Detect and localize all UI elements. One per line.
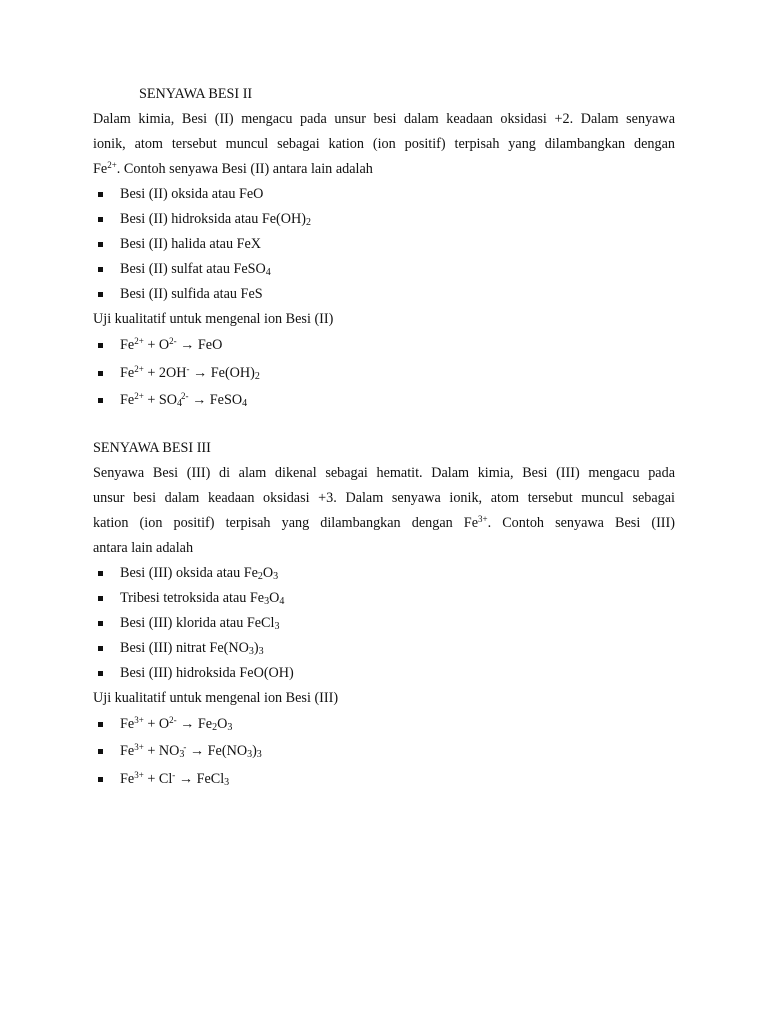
section-ii-intro-line-2: ionik, atom tersebut muncul sebagai kation (ion positif) terpisah yang dilambangkan dengan xyxy=(93,136,675,152)
list-item-text: Besi (II) hidroksida atau $Fe(OH)_2$ xyxy=(120,211,311,228)
bullet-icon xyxy=(98,722,103,727)
bullet-icon xyxy=(98,596,103,601)
section-ii-compound-list xyxy=(93,182,675,307)
arrow-icon: → xyxy=(175,770,197,787)
bullet-icon xyxy=(98,777,103,782)
reaction-equation: $Fe^{2+} + 2OH^- \to Fe(OH)_2$ xyxy=(120,363,260,382)
list-item xyxy=(93,586,675,611)
list-item xyxy=(93,636,675,661)
list-item xyxy=(93,661,675,686)
document-page xyxy=(93,82,675,793)
list-item-text: Besi (II) sulfida atau FeS xyxy=(120,286,263,302)
list-item xyxy=(93,611,675,636)
bullet-icon xyxy=(98,621,103,626)
section-iii-intro-line-2: unsur besi dalam keadaan oksidasi +3. Dalam senyawa ionik, atom tersebut muncul sebagai xyxy=(93,489,675,506)
bullet-icon xyxy=(98,292,103,297)
list-item-text: Besi (III) oksida atau $Fe_2O_3$ xyxy=(120,564,279,582)
section-iii-test-heading: Uji kualitatif untuk mengenal ion Besi (III) xyxy=(93,689,339,706)
section-iii-reaction-list xyxy=(93,711,675,794)
arrow-icon: → xyxy=(176,715,198,732)
section-iii-compound-list xyxy=(93,561,675,686)
bullet-icon xyxy=(98,192,103,197)
bullet-icon xyxy=(98,267,103,272)
bullet-icon xyxy=(98,343,103,348)
list-item xyxy=(93,232,675,257)
section-iii-intro-line-1: Senyawa Besi (III) di alam dikenal sebagai hematit. Dalam kimia, Besi (III) mengacu pada xyxy=(93,464,675,481)
reaction-item xyxy=(93,738,675,766)
bullet-icon xyxy=(98,398,103,403)
reaction-equation: $Fe^{3+} + NO_3^- \to Fe(NO_3)_3$ xyxy=(120,742,262,760)
list-item xyxy=(93,182,675,207)
list-item-text: Besi (III) nitrat $Fe(NO_3)_3$ xyxy=(120,639,264,657)
section-ii-test-heading: Uji kualitatif untuk mengenal ion Besi (II) xyxy=(93,311,334,327)
bullet-icon xyxy=(98,749,103,754)
intro-line-3-rest: . Contoh senyawa Besi (II) antara lain adalah xyxy=(116,161,373,177)
list-item-text: Tribesi tetroksida atau $Fe_3O_4$ xyxy=(120,589,285,607)
reaction-item xyxy=(93,332,675,360)
arrow-icon: → xyxy=(186,743,208,759)
section-ii-title-text: SENYAWA BESI II xyxy=(139,86,253,102)
reaction-equation: $Fe^{2+} + O^{2-}$ → FeO xyxy=(120,336,223,353)
section-ii-intro-line-1: Dalam kimia, Besi (II) mengacu pada unsur besi dalam keadaan oksidasi +2. Dalam senyawa xyxy=(93,111,675,127)
list-item xyxy=(93,207,675,232)
reaction-item xyxy=(93,360,675,388)
bullet-icon xyxy=(98,242,103,247)
reaction-equation: $Fe^{3+} + O^{2-} \to Fe_2O_3$ xyxy=(120,714,233,733)
arrow-icon: → xyxy=(188,392,210,408)
reaction-equation: $Fe^{2+} + SO_4^{2-}$ → FeSO$_4$ xyxy=(120,391,248,409)
list-item xyxy=(93,282,675,307)
bullet-icon xyxy=(98,371,103,376)
reaction-item xyxy=(93,387,675,415)
list-item-text: Besi (II) sulfat atau FeSO$_4$ xyxy=(120,261,271,278)
section-ii-title xyxy=(93,82,675,107)
reaction-item xyxy=(93,766,675,794)
list-item-text: Besi (III) hidroksida FeO(OH) xyxy=(120,664,294,681)
fe-ion-text: Fe xyxy=(93,161,108,177)
bullet-icon xyxy=(98,671,103,676)
list-item-text: Besi (III) klorida atau FeCl$_3$ xyxy=(120,614,280,632)
section-gap xyxy=(93,415,675,436)
section-iii-title: SENYAWA BESI III xyxy=(93,439,211,456)
reaction-equation: $Fe^{3+} + Cl^-$ → FeCl$_3$ xyxy=(120,769,230,788)
arrow-icon: → xyxy=(176,337,198,353)
list-item xyxy=(93,257,675,282)
section-ii-reaction-list xyxy=(93,332,675,415)
section-iii-intro-line-4: antara lain adalah xyxy=(93,539,194,556)
bullet-icon xyxy=(98,571,103,576)
list-item-text: Besi (II) halida atau FeX xyxy=(120,236,262,252)
list-item-text: Besi (II) oksida atau FeO xyxy=(120,186,264,202)
list-item xyxy=(93,561,675,586)
fe-ion-charge: 2+ xyxy=(107,160,117,170)
section-ii-intro-line-3 xyxy=(93,157,675,182)
reaction-item xyxy=(93,711,675,739)
arrow-icon: → xyxy=(189,364,211,381)
bullet-icon xyxy=(98,217,103,222)
bullet-icon xyxy=(98,646,103,651)
section-iii-intro-line-3: kation (ion positif) terpisah yang dilambangkan dengan $Fe^{3+}$. Contoh senyawa Besi (III) xyxy=(93,513,675,531)
